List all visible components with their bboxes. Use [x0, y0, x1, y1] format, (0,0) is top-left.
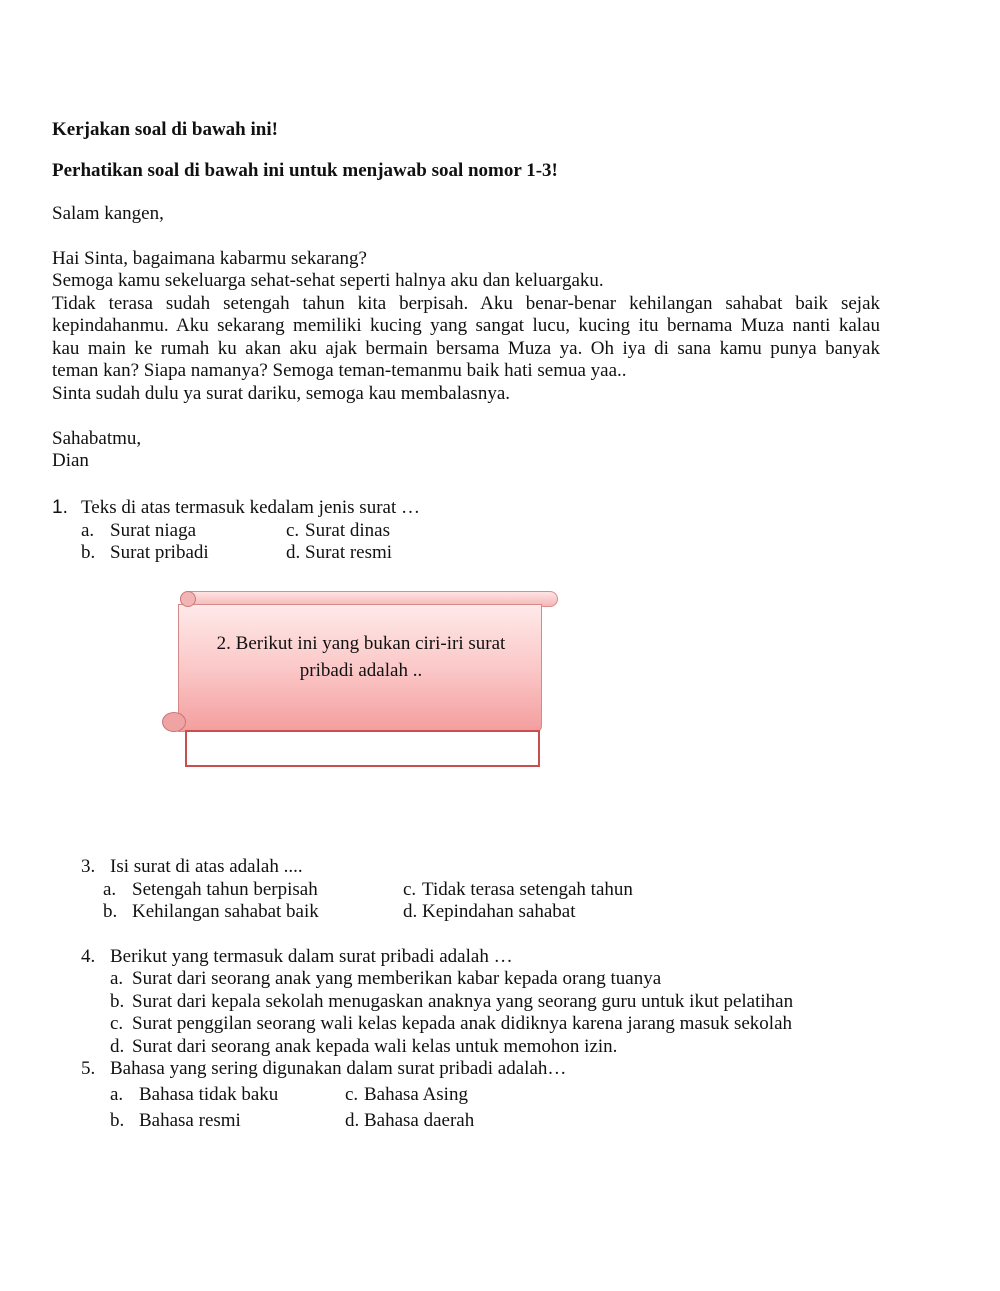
option-c: Surat penggilan seorang wali kelas kepada anak didiknya karena jarang masuk sekolah	[132, 1013, 793, 1034]
option-b: Kehilangan sahabat baik	[132, 901, 319, 922]
option-letter: d.	[110, 1036, 125, 1057]
option-letter: b.	[110, 991, 125, 1012]
option-b: Surat pribadi	[110, 542, 209, 563]
answer-input-box[interactable]	[185, 730, 540, 767]
option-d: Kepindahan sahabat	[422, 901, 576, 922]
question-text: Bahasa yang sering digunakan dalam surat pribadi adalah…	[110, 1058, 567, 1079]
question-text: Teks di atas termasuk kedalam jenis surat …	[81, 497, 420, 518]
option-c: Bahasa Asing	[364, 1084, 468, 1105]
option-letter: d.	[345, 1110, 360, 1131]
instruction-heading: Kerjakan soal di bawah ini!	[52, 119, 278, 140]
letter-line: Tidak terasa sudah setengah tahun kita berpisah. Aku benar-benar kehilangan sahabat baik sejak	[52, 293, 880, 314]
option-b: Bahasa resmi	[139, 1110, 241, 1131]
option-letter: c.	[403, 879, 417, 900]
question-2-text	[180, 630, 542, 684]
letter-signature: Dian	[52, 450, 89, 471]
option-a: Bahasa tidak baku	[139, 1084, 279, 1105]
scroll-curl-icon	[162, 712, 186, 732]
option-letter: c.	[110, 1013, 124, 1034]
option-letter: a.	[103, 879, 117, 900]
scroll-curl-icon	[180, 591, 196, 607]
option-letter: d.	[403, 901, 418, 922]
option-letter: d.	[286, 542, 301, 563]
option-letter: c.	[345, 1084, 359, 1105]
option-c: Surat dinas	[305, 520, 390, 541]
letter-line: kepindahanmu. Aku sekarang memiliki kucing yang sangat lucu, kucing itu bernama Muza nanti kalau	[52, 315, 880, 336]
option-a: Surat dari seorang anak yang memberikan kabar kepada orang tuanya	[132, 968, 662, 989]
option-letter: b.	[110, 1110, 125, 1131]
question-number: 4.	[81, 946, 96, 967]
question-text: Isi surat di atas adalah ....	[110, 856, 303, 877]
letter-line: Sinta sudah dulu ya surat dariku, semoga kau membalasnya.	[52, 383, 511, 404]
option-d: Surat resmi	[305, 542, 393, 563]
option-letter: a.	[110, 1084, 124, 1105]
option-a: Surat niaga	[110, 520, 197, 541]
question-2-line: pribadi adalah ..	[299, 660, 423, 681]
option-letter: a.	[81, 520, 95, 541]
letter-line: kau main ke rumah ku akan aku ajak bermain bersama Muza ya. Oh iya di sana kamu punya banyak	[52, 338, 880, 359]
option-b: Surat dari kepala sekolah menugaskan anaknya yang seorang guru untuk ikut pelatihan	[132, 991, 794, 1012]
question-2-line: 2. Berikut ini yang bukan ciri-iri surat	[216, 633, 506, 654]
option-d: Surat dari seorang anak kepada wali kelas untuk memohon izin.	[132, 1036, 618, 1057]
option-letter: b.	[103, 901, 118, 922]
letter-line: teman kan? Siapa namanya? Semoga teman-temanmu baik hati semua yaa..	[52, 360, 627, 381]
question-number: 3.	[81, 856, 96, 877]
option-letter: b.	[81, 542, 96, 563]
letter-line: Hai Sinta, bagaimana kabarmu sekarang?	[52, 248, 367, 269]
letter-greeting: Salam kangen,	[52, 203, 164, 224]
question-text: Berikut yang termasuk dalam surat pribadi adalah …	[110, 946, 513, 967]
option-letter: a.	[110, 968, 124, 989]
letter-line: Semoga kamu sekeluarga sehat-sehat seperti halnya aku dan keluargaku.	[52, 270, 604, 291]
option-d: Bahasa daerah	[364, 1110, 475, 1131]
option-a: Setengah tahun berpisah	[132, 879, 318, 900]
letter-closing: Sahabatmu,	[52, 428, 142, 449]
question-number: 5.	[81, 1058, 96, 1079]
option-letter: c.	[286, 520, 300, 541]
subinstruction-heading: Perhatikan soal di bawah ini untuk menjawab soal nomor 1-3!	[52, 160, 558, 181]
question-number: 1.	[52, 497, 68, 518]
option-c: Tidak terasa setengah tahun	[422, 879, 633, 900]
